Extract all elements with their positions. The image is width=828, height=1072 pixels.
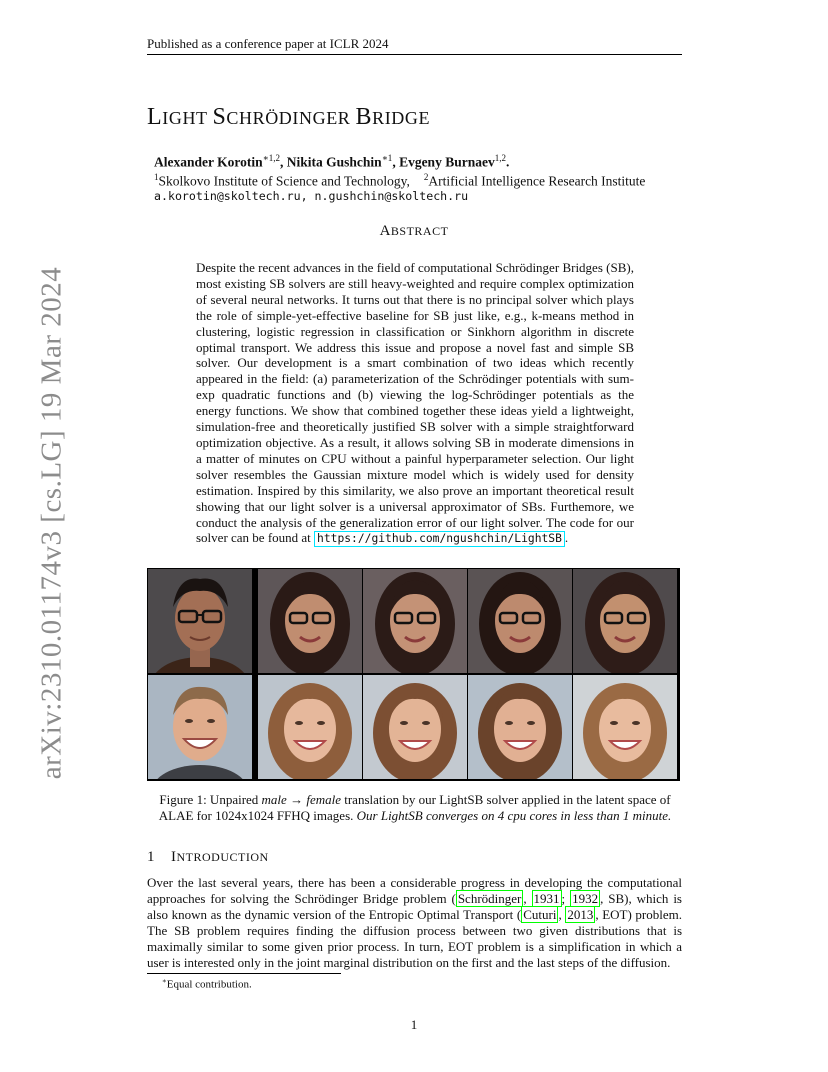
footnote: ∗Equal contribution. — [162, 977, 252, 991]
abstract-body: Despite the recent advances in the field of computational Schrödinger Bridges (SB), most existing SB solvers are still heavy-weighted and require complex optimization of several neural networks. It turns out that there is no principal solver which plays the role of simple-yet-effective baseline for SB just like, e.g., k-means method in clustering, logistic regression in classification or Sinkhorn algorithm in discrete optimal transport. We address this issue and propose a novel fast and simple SB solver. Our development is a smart combination of two ideas which recently appeared in the field: (a) parameterization of the Schrödinger potentials with sum-exp quadratic functions and (b) viewing the log-Schrödinger potentials as the energy functions. We show that combined together these ideas yield a lightweight, simulation-free and theoretically justified SB solver with a simple straightforward optimization objective. As a result, it allows solving SB in moderate dimensions in a matter of minutes on CPU without a painful hyperparameter selection. Our light solver resembles the Gaussian mixture model which is widely used for density estimation. Inspired by this similarity, we also prove an important theoretical result showing that our light solver is a universal approximator of SBs. Furthemore, we conduct the analysis of the generalization error of our light solver. The code for our solver can be found at https://github.com/ngushchin/LightSB . — [196, 260, 634, 546]
figure-1-caption: Figure 1: Unpaired male → female translation by our LightSB solver applied in the latent space of ALAE for 1024x1024 FFHQ images. Our LightSB converges on 4 cpu cores in less than 1 minute. — [158, 792, 672, 823]
citation-cuturi[interactable]: Cuturi — [523, 906, 557, 922]
author-3: Evgeny Burnaev — [399, 154, 495, 170]
author-emails: a.korotin@skoltech.ru, n.gushchin@skoltech.ru — [154, 189, 469, 203]
figure-1-image-grid — [147, 568, 680, 781]
page-number: 1 — [410, 1017, 418, 1032]
citation-1931[interactable]: 1931 — [533, 890, 560, 906]
author-list: Alexander Korotin$^{∗1,2}$, Nikita Gushchin$^{∗1}$, Evgeny Burnaev$^{1,2}$. — [154, 153, 510, 170]
author-1: Alexander Korotin — [154, 154, 263, 170]
citation-1932[interactable]: 1932 — [572, 890, 599, 906]
affiliation-2: Artificial Intelligence Research Institute — [428, 173, 646, 189]
introduction-paragraph: Over the last several years, there has been a considerable progress in developing the computational approaches for solving the Schrödinger Bridge problem ( Schrödinger , 1931 ; 1932 , SB), which is also known as the dynamic version of the Entropic Optimal Transport ( Cuturi , 2013 , EOT) problem. The SB problem requires finding the diffusion process between two given distributions that is maximally similar to some given prior process. In turn, EOT problem is a simplification in which a user is interested only in the joint marginal distribution on the first and the last steps of the diffusion. — [147, 875, 682, 970]
author-2: Nikita Gushchin — [286, 154, 382, 170]
paper-title: LIGHT SCHRÖDINGER BRIDGE — [147, 104, 431, 130]
abstract-heading: ABSTRACT — [379, 223, 449, 239]
face-female-output-1c — [468, 569, 572, 673]
affiliation-1: Skolkovo Institute of Science and Technology, — [158, 173, 410, 189]
face-male-input-2 — [148, 675, 252, 779]
footnote-rule — [147, 973, 341, 974]
header-rule — [147, 54, 682, 55]
face-female-output-1b — [363, 569, 467, 673]
section-heading-introduction: 1 INTRODUCTION — [147, 849, 269, 865]
face-female-output-1d — [573, 569, 677, 673]
face-female-output-2c — [468, 675, 572, 779]
affiliations: $^1$Skolkovo Institute of Science and Technology, $^2$Artificial Intelligence Research Institute — [154, 172, 646, 189]
face-female-output-2b — [363, 675, 467, 779]
citation-2013[interactable]: 2013 — [567, 906, 594, 922]
arxiv-identifier: arXiv:2310.01174v3 [cs.LG] 19 Mar 2024 — [35, 266, 68, 780]
face-female-output-2d — [573, 675, 677, 779]
code-link[interactable]: https://github.com/ngushchin/LightSB — [314, 531, 565, 547]
citation-schrodinger[interactable]: Schrödinger — [457, 890, 522, 906]
face-female-output-1a — [258, 569, 362, 673]
face-female-output-2a — [258, 675, 362, 779]
running-header: Published as a conference paper at ICLR 2024 — [147, 36, 389, 51]
face-male-input — [148, 569, 252, 673]
